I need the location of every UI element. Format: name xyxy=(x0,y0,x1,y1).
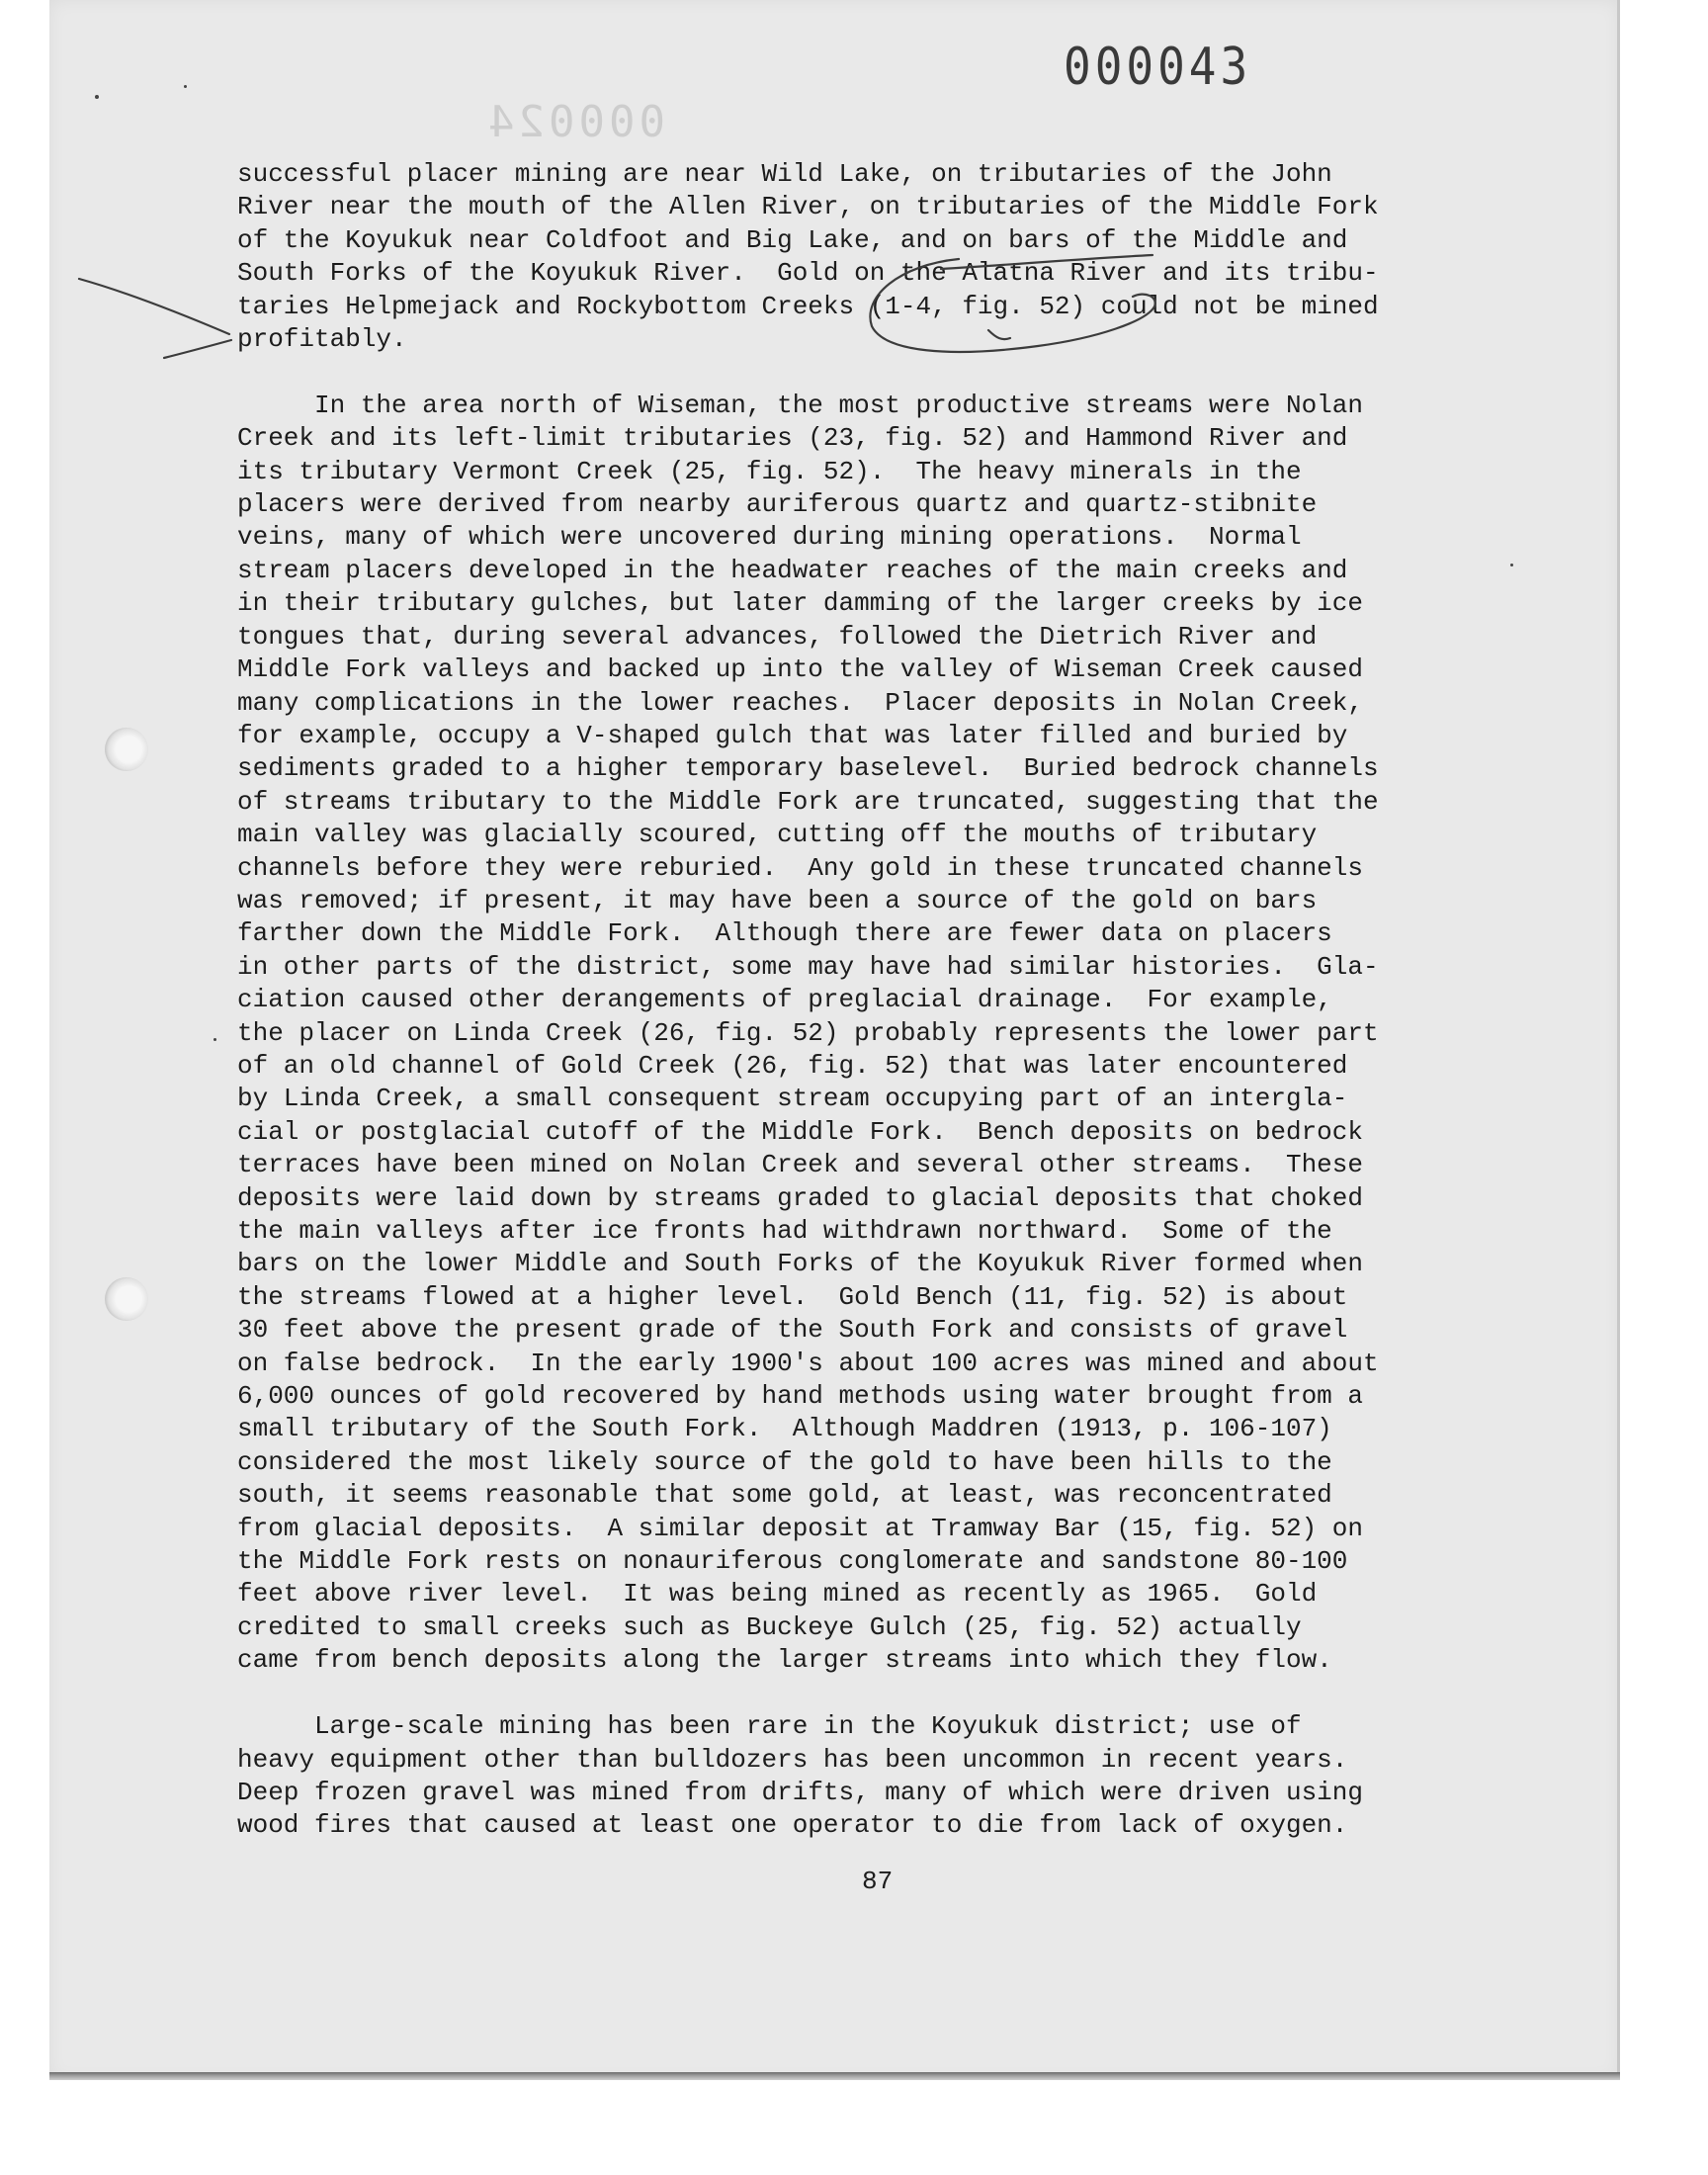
text-line: bars on the lower Middle and South Forks of the Koyukuk River formed when xyxy=(237,1249,1363,1279)
text-line: Large-scale mining has been rare in the Koyukuk district; use of xyxy=(237,1711,1302,1742)
text-line: was removed; if present, it may have been a source of the gold on bars xyxy=(237,885,1318,915)
text-line: Deep frozen gravel was mined from drifts, many of which were driven using xyxy=(237,1777,1363,1807)
text-line: veins, many of which were uncovered during mining operations. Normal xyxy=(237,522,1302,553)
text-line: wood fires that caused at least one operator to die from lack of oxygen. xyxy=(237,1810,1348,1841)
text-line: channels before they were reburied. Any gold in these truncated channels xyxy=(237,852,1363,883)
text-line: taries Helpmejack and Rockybottom Creeks (1-4, fig. 52) could not be mined xyxy=(237,291,1379,321)
text-line: sediments graded to a higher temporary baselevel. Buried bedrock channels xyxy=(237,753,1379,784)
body-text xyxy=(237,158,1473,1843)
punch-hole-lower xyxy=(105,1277,148,1321)
sheet-right-edge xyxy=(1617,0,1620,2080)
text-line: heavy equipment other than bulldozers has been uncommon in recent years. xyxy=(237,1744,1348,1775)
text-line: River near the mouth of the Allen River, on tributaries of the Middle Fork xyxy=(237,192,1379,222)
text-line: Creek and its left-limit tributaries (23, fig. 52) and Hammond River and xyxy=(237,423,1348,454)
text-line: of the Koyukuk near Coldfoot and Big Lake, and on bars of the Middle and xyxy=(237,224,1348,255)
text-line: considered the most likely source of the gold to have been hills to the xyxy=(237,1446,1332,1477)
text-line: cial or postglacial cutoff of the Middle Fork. Bench deposits on bedrock xyxy=(237,1116,1363,1147)
text-line: from glacial deposits. A similar deposit at Tramway Bar (15, fig. 52) on xyxy=(237,1513,1363,1543)
text-line: terraces have been mined on Nolan Creek and several other streams. These xyxy=(237,1150,1363,1180)
text-line: in their tributary gulches, but later damming of the larger creeks by ice xyxy=(237,588,1363,619)
dust-speck xyxy=(184,85,187,88)
text-line: 30 feet above the present grade of the South Fork and consists of gravel xyxy=(237,1315,1348,1346)
text-line: feet above river level. It was being mined as recently as 1965. Gold xyxy=(237,1579,1318,1610)
text-line: placers were derived from nearby auriferous quartz and quartz-stibnite xyxy=(237,489,1318,520)
text-line: deposits were laid down by streams graded to glacial deposits that choked xyxy=(237,1182,1363,1213)
dust-speck xyxy=(95,95,99,99)
text-line: In the area north of Wiseman, the most productive streams were Nolan xyxy=(237,390,1363,420)
text-line: stream placers developed in the headwater reaches of the main creeks and xyxy=(237,555,1348,585)
text-line: the streams flowed at a higher level. Gold Bench (11, fig. 52) is about xyxy=(237,1281,1348,1312)
text-line: 6,000 ounces of gold recovered by hand methods using water brought from a xyxy=(237,1381,1363,1412)
text-line: many complications in the lower reaches. Placer deposits in Nolan Creek, xyxy=(237,687,1363,718)
text-line: its tributary Vermont Creek (25, fig. 52). The heavy minerals in the xyxy=(237,456,1302,486)
text-line: profitably. xyxy=(237,324,407,355)
text-line: in other parts of the district, some may have had similar histories. Gla- xyxy=(237,951,1379,982)
blank-line xyxy=(237,357,253,387)
text-line: of streams tributary to the Middle Fork are truncated, suggesting that the xyxy=(237,786,1379,817)
text-line: South Forks of the Koyukuk River. Gold on the Alatna River and its tribu- xyxy=(237,258,1379,289)
text-line: farther down the Middle Fork. Although there are fewer data on placers xyxy=(237,918,1332,949)
blank-line xyxy=(237,1679,253,1708)
text-line: on false bedrock. In the early 1900's about 100 acres was mined and about xyxy=(237,1348,1379,1378)
dust-speck xyxy=(1510,564,1513,566)
text-line: main valley was glacially scoured, cutting off the mouths of tributary xyxy=(237,820,1318,850)
text-line: for example, occupy a V-shaped gulch that was later filled and buried by xyxy=(237,720,1348,750)
dust-speck xyxy=(214,1038,216,1041)
document-stamp-number: 000043 xyxy=(1064,36,1252,97)
text-line: the Middle Fork rests on nonauriferous conglomerate and sandstone 80-100 xyxy=(237,1546,1348,1577)
text-line: ciation caused other derangements of preglacial drainage. For example, xyxy=(237,985,1332,1015)
text-line: credited to small creeks such as Buckeye Gulch (25, fig. 52) actually xyxy=(237,1611,1302,1642)
text-line: the main valleys after ice fronts had withdrawn northward. Some of the xyxy=(237,1216,1332,1246)
text-line: the placer on Linda Creek (26, fig. 52) probably represents the lower part xyxy=(237,1017,1379,1048)
text-line: south, it seems reasonable that some gold, at least, was reconcentrated xyxy=(237,1480,1332,1511)
sheet-bottom-edge xyxy=(49,2072,1620,2080)
text-line: of an old channel of Gold Creek (26, fig. 52) that was later encountered xyxy=(237,1050,1348,1081)
text-line: Middle Fork valleys and backed up into the valley of Wiseman Creek caused xyxy=(237,654,1363,685)
text-line: tongues that, during several advances, followed the Dietrich River and xyxy=(237,621,1318,652)
text-line: successful placer mining are near Wild Lake, on tributaries of the John xyxy=(237,159,1332,189)
text-line: by Linda Creek, a small consequent stream occupying part of an intergla- xyxy=(237,1084,1348,1114)
bleed-through-stamp: 000024 xyxy=(484,97,665,147)
text-line: small tributary of the South Fork. Although Maddren (1913, p. 106-107) xyxy=(237,1414,1332,1444)
punch-hole-upper xyxy=(105,728,148,771)
text-line: came from bench deposits along the larger streams into which they flow. xyxy=(237,1645,1332,1676)
page-number: 87 xyxy=(862,1867,894,1896)
